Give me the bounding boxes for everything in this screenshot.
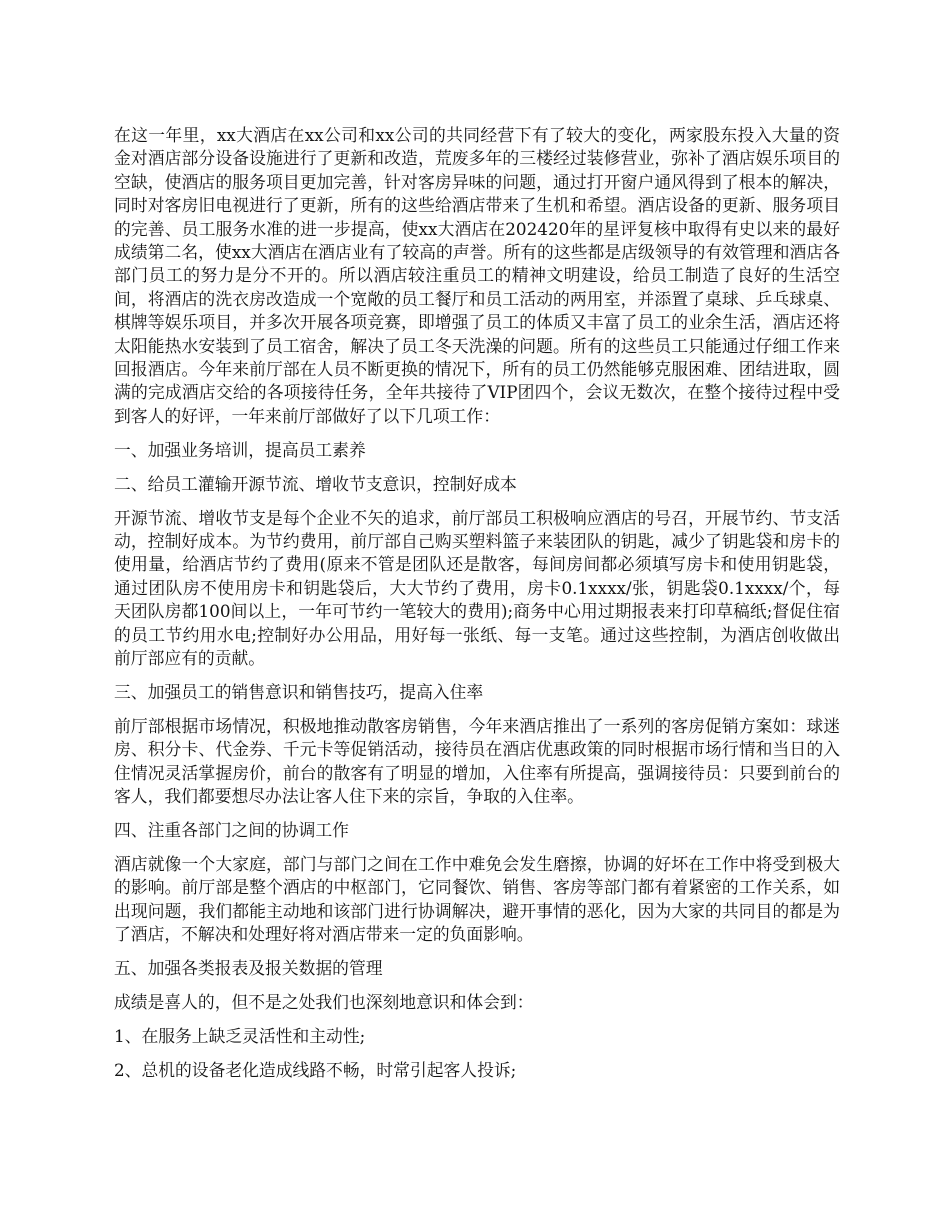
list-item-2: 2、总机的设备老化造成线路不畅，时常引起客人投诉; — [114, 1059, 517, 1080]
section-heading-5: 五、加强各类报表及报关数据的管理 — [114, 958, 383, 978]
section-heading-1: 一、加强业务培训，提高员工素养 — [114, 439, 366, 460]
section-4-paragraph: 酒店就像一个大家庭，部门与部门之间在工作中难免会发生磨擦，协调的好坏在工作中将受到极大的影响。前厅部是整个酒店的中枢部门，它同餐饮、销售、客房等部门都有着紧密的工作关系，如出现问题，我们都能主动地和该部门进行协调解决，避开事情的恶化，因为大家的共同目的都是为了酒店，不解决和处理好将对酒店带来一定的负面影响。 — [114, 853, 840, 945]
section-3-paragraph: 前厅部根据市场情况，积极地推动散客房销售，今年来酒店推出了一系列的客房促销方案如：球迷房、积分卡、代金券、千元卡等促销活动，接待员在酒店优惠政策的同时根据市场行情和当日的入住情况灵活掌握房价，前台的散客有了明显的增加，入住率有所提高，强调接待员：只要到前台的客人，我们都要想尽办法让客人住下来的宗旨，争取的入住率。 — [114, 715, 840, 807]
document-body — [114, 124, 840, 1093]
section-heading-4: 四、注重各部门之间的协调工作 — [114, 819, 349, 840]
summary-paragraph: 成绩是喜人的，但不是之处我们也深刻地意识和体会到： — [114, 991, 534, 1012]
section-2-paragraph: 开源节流、增收节支是每个企业不矢的追求，前厅部员工积极响应酒店的号召，开展节约、节支活动，控制好成本。为节约费用，前厅部自己购买塑料篮子来装团队的钥匙，减少了钥匙袋和房卡的使用量，给酒店节约了费用(原来不管是团队还是散客，每间房间都必须填写房卡和使用钥匙袋，通过团队房不使用房卡和钥匙袋后，大大节约了费用，房卡0.1xxxx/张，钥匙袋0.1xxxx/个，每天团队房都100间以上，一年可节约一笔较大的费用);商务中心用过期报表来打印草稿纸;督促住宿的员工节约用水电;控制好办公用品，用好每一张纸、每一支笔。通过这些控制，为酒店创收做出前厅部应有的贡献。 — [114, 507, 840, 669]
section-heading-2: 二、给员工灌输开源节流、增收节支意识，控制好成本 — [114, 473, 517, 494]
intro-paragraph: 在这一年里，xx大酒店在xx公司和xx公司的共同经营下有了较大的变化，两家股东投入大量的资金对酒店部分设备设施进行了更新和改造，荒废多年的三楼经过装修营业，弥补了酒店娱乐项目的空缺，使酒店的服务项目更加完善，针对客房异味的问题，通过打开窗户通风得到了根本的解决，同时对客房旧电视进行了更新，所有的这些给酒店带来了生机和希望。酒店设备的更新、服务项目的完善、员工服务水准的进一步提高，使xx大酒店在202420年的星评复核中取得有史以来的最好成绩第二名，使xx大酒店在酒店业有了较高的声誉。所有的这些都是店级领导的有效管理和酒店各部门员工的努力是分不开的。所以酒店较注重员工的精神文明建设，给员工制造了良好的生活空间，将酒店的洗衣房改造成一个宽敞的员工餐厅和员工活动的两用室，并添置了桌球、乒乓球桌、棋牌等娱乐项目，并多次开展各项竞赛，即增强了员工的体质又丰富了员工的业余生活，酒店还将太阳能热水安装到了员工宿舍，解决了员工冬天洗澡的问题。所有的这些员工只能通过仔细工作来回报酒店。今年来前厅部在人员不断更换的情况下，所有的员工仍然能够克服困难、团结进取，圆满的完成酒店交给的各项接待任务，全年共接待了VIP团四个，会议无数次，在整个接待过程中受到客人的好评，一年来前厅部做好了以下几项工作： — [114, 125, 840, 426]
list-item-1: 1、在服务上缺乏灵活性和主动性; — [114, 1025, 366, 1046]
section-heading-3: 三、加强员工的销售意识和销售技巧，提高入住率 — [114, 681, 484, 702]
